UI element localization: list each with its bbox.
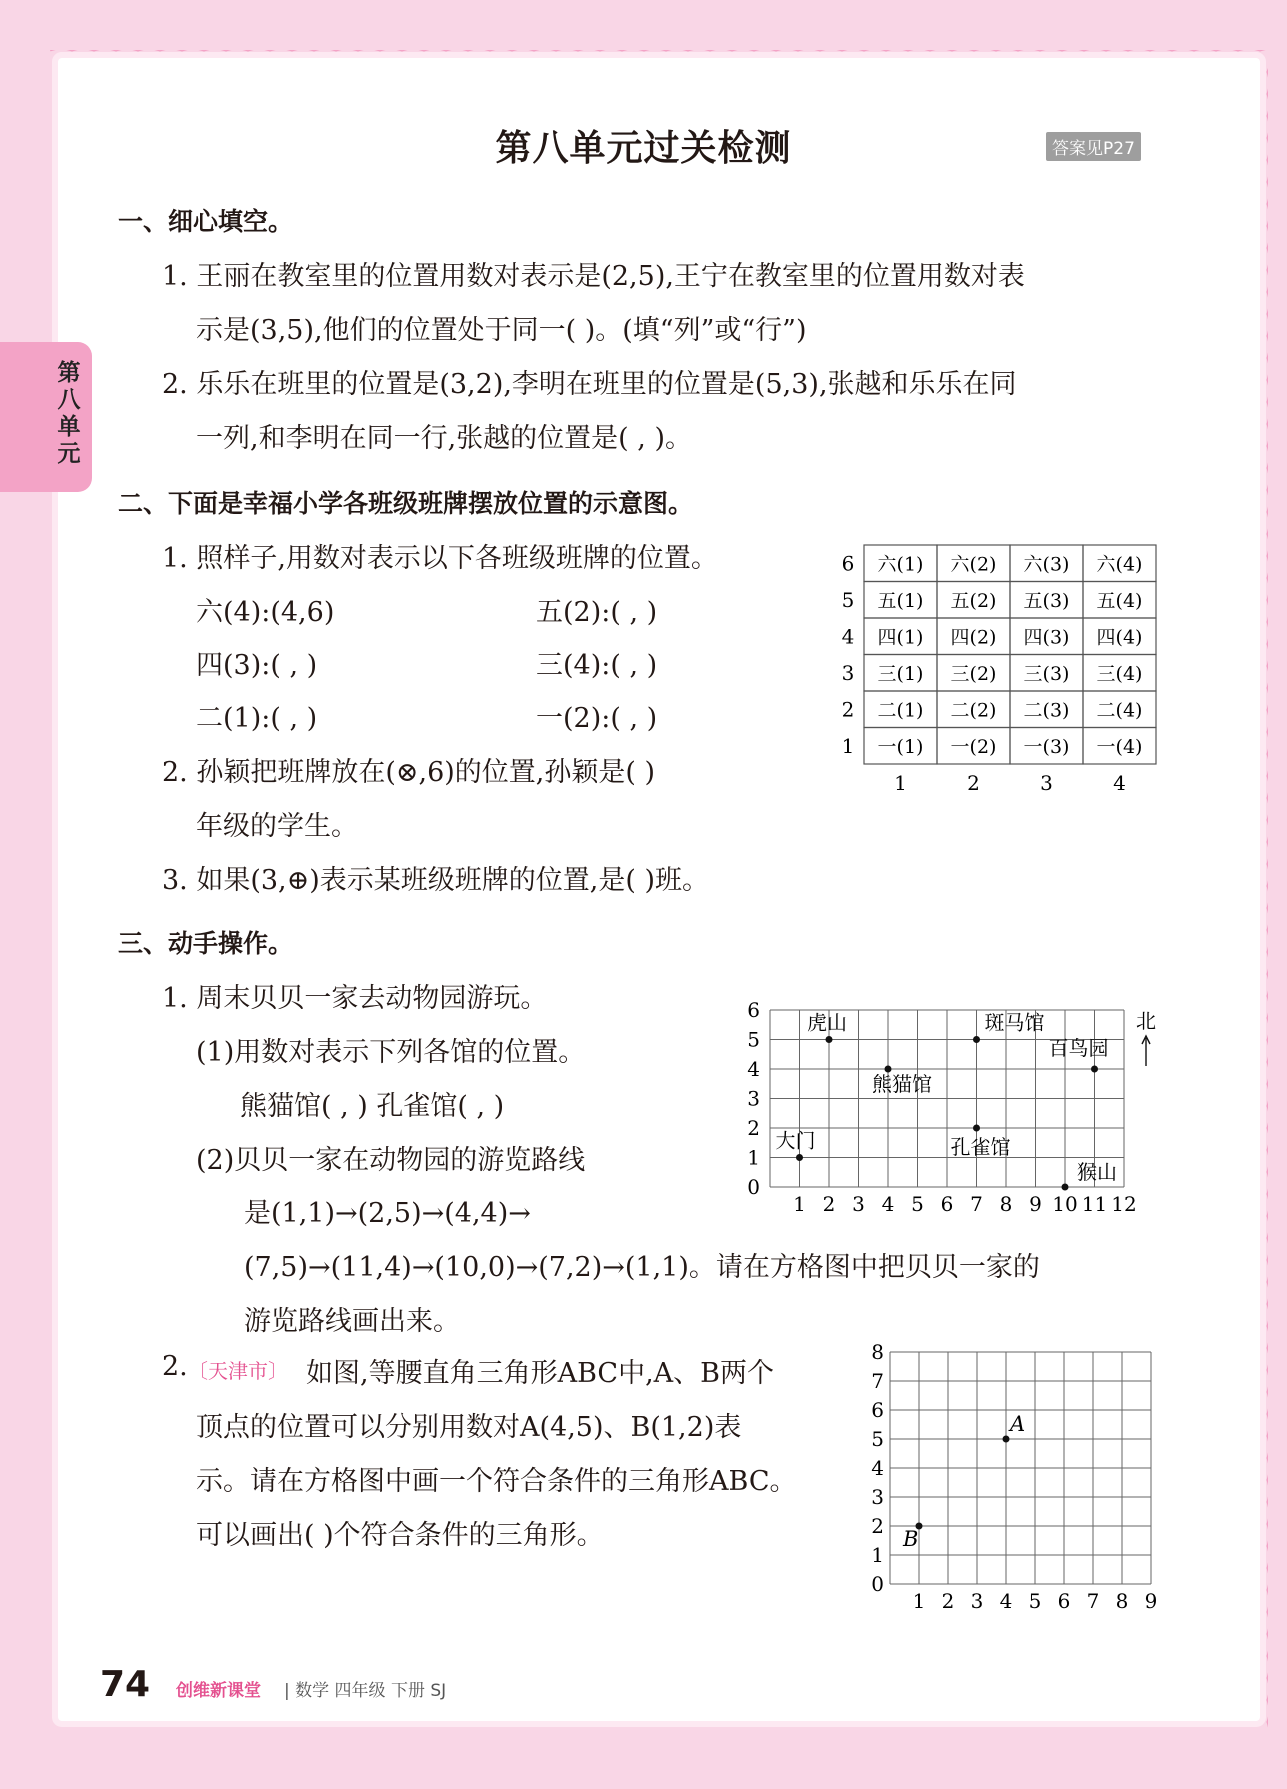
unit-side-tab [0,342,92,492]
abc-x-tick: 6 [1057,1589,1071,1613]
zoo-y-tick: 4 [747,1057,760,1081]
abc-y-tick: 1 [871,1543,884,1567]
zoo-place-label: 斑马馆 [984,1010,1045,1035]
abc-x-tick: 1 [912,1589,926,1613]
grid-cell-label: 一(3) [1023,735,1070,758]
zoo-x-tick: 11 [1081,1192,1108,1216]
zoo-place-label: 熊猫馆 [872,1072,932,1096]
zoo-x-tick: 2 [822,1192,836,1216]
zoo-place-dot [796,1154,803,1161]
s3-q2-line2: 顶点的位置可以分别用数对A(4,5)、B(1,2)表 [196,1412,742,1443]
zoo-y-tick: 5 [747,1027,760,1052]
zoo-place-label: 孔雀馆 [950,1135,1011,1159]
zoo-place-dot [826,1036,833,1043]
unit-side-tab-label: 第八单元 [57,360,81,467]
s2-q2-line2: 年级的学生。 [196,811,358,842]
grid-cell-label: 二(1) [877,699,924,722]
abc-point [1003,1436,1010,1443]
s2-item: 一(2):( , ) [536,703,658,734]
zoo-y-tick: 0 [747,1175,760,1199]
abc-x-tick: 2 [941,1589,955,1613]
s3-q1-sub1: (1)用数对表示下列各馆的位置。 [196,1037,586,1068]
abc-y-tick: 0 [871,1572,884,1596]
s2-item: 二(1):( , ) [196,703,318,734]
zoo-place-dot [973,1125,980,1132]
zoo-place-label: 虎山 [807,1010,847,1035]
grid-cell-label: 五(4) [1096,589,1143,612]
grid-row-label: 1 [841,733,855,758]
zoo-x-tick: 6 [940,1192,954,1216]
abc-y-tick: 5 [871,1427,884,1451]
zoo-x-tick: 8 [999,1192,1013,1216]
answer-reference-badge: 答案见P27 [1046,132,1141,161]
grid-cell-label: 六(2) [950,553,997,576]
grid-row-label: 6 [841,551,855,576]
s3-q2-line3: 示。请在方格图中画一个符合条件的三角形ABC。 [196,1466,797,1497]
s2-item: 三(4):( , ) [536,650,658,681]
grid-cell-label: 一(4) [1096,735,1143,758]
grid-cell-label: 二(2) [950,699,997,722]
s2-item: 四(3):( , ) [196,650,318,681]
section2-heading: 二、下面是幸福小学各班级班牌摆放位置的示意图。 [118,489,694,518]
s2-item: 六(4):(4,6) [196,597,335,628]
zoo-y-tick: 3 [747,1086,760,1111]
s3-q2-line1: 如图,等腰直角三角形ABC中,A、B两个 [306,1358,775,1389]
grid-cell-label: 六(4) [1096,553,1143,576]
grid-cell-label: 一(2) [950,735,997,758]
zoo-x-tick: 7 [970,1192,983,1216]
grid-cell-label: 六(3) [1023,553,1070,576]
zoo-x-tick: 1 [793,1192,806,1216]
abc-point-label: B [903,1527,919,1551]
grid-cell-label: 三(2) [950,662,997,685]
abc-x-tick: 5 [1028,1589,1042,1613]
abc-x-tick: 8 [1115,1589,1129,1613]
zoo-x-tick: 9 [1029,1192,1042,1216]
abc-y-tick: 6 [871,1398,884,1422]
zoo-map-grid [738,996,1158,1218]
zoo-x-tick: 10 [1052,1192,1078,1216]
abc-y-tick: 8 [871,1340,884,1364]
grid-cell-label: 二(3) [1023,699,1070,722]
s3-q1: 1. 周末贝贝一家去动物园游玩。 [162,983,548,1014]
zoo-x-tick: 12 [1111,1192,1137,1216]
grid-cell-label: 三(4) [1096,662,1143,685]
zoo-y-tick: 2 [747,1116,760,1140]
s1-q2-line2: 一列,和李明在同一行,张越的位置是( , )。 [196,423,692,454]
abc-y-tick: 7 [871,1369,884,1393]
zoo-place-label: 大门 [775,1128,816,1153]
grid-cell-label: 一(1) [877,735,924,758]
zoo-y-tick: 1 [747,1145,760,1170]
zoo-place-dot [1062,1184,1069,1191]
grid-col-label: 1 [894,771,907,795]
grid-row-label: 2 [841,697,855,722]
s1-q1-line2: 示是(3,5),他们的位置处于同一( )。(填“列”或“行”) [196,315,807,346]
grid-cell-label: 六(1) [877,553,924,576]
grid-cell-label: 三(3) [1023,662,1070,685]
s3-q1-sub2-line2: 是(1,1)→(2,5)→(4,4)→ [244,1198,531,1229]
grid-cell-label: 四(4) [1096,626,1143,649]
s2-q1: 1. 照样子,用数对表示以下各班级班牌的位置。 [162,543,718,574]
grid-cell-label: 四(3) [1023,626,1070,649]
grid-col-label: 3 [1040,771,1053,795]
s3-q2-region-tag: 〔天津市〕 [188,1359,288,1383]
zoo-place-label: 百鸟园 [1048,1036,1109,1060]
grid-cell-label: 五(2) [950,589,997,612]
grid-cell-label: 四(1) [877,626,924,649]
abc-x-tick: 9 [1144,1589,1158,1613]
zoo-place-label: 猴山 [1077,1160,1117,1184]
grid-cell-label: 五(1) [877,589,924,612]
s1-q1-line1: 1. 王丽在教室里的位置用数对表示是(2,5),王宁在教室里的位置用数对表 [162,261,1025,292]
abc-point-label: A [1010,1412,1026,1436]
s3-q1-sub2-line3: (7,5)→(11,4)→(10,0)→(7,2)→(1,1)。请在方格图中把贝贝一家的 [244,1252,1040,1283]
grid-cell-label: 二(4) [1096,699,1143,722]
class-placement-grid [836,540,1166,796]
zoo-x-tick: 3 [852,1192,865,1216]
grid-row-label: 4 [841,624,855,649]
zoo-x-tick: 4 [881,1192,895,1216]
section3-heading: 三、动手操作。 [118,929,294,958]
s1-q2-line1: 2. 乐乐在班里的位置是(3,2),李明在班里的位置是(5,3),张越和乐乐在同 [162,369,1017,400]
zoo-y-tick: 6 [747,998,760,1022]
footer-brand: 创维新课堂 [176,1681,261,1701]
abc-y-tick: 3 [871,1485,884,1509]
grid-cell-label: 四(2) [950,626,997,649]
section1-heading: 一、细心填空。 [118,207,294,236]
zoo-place-dot [973,1036,980,1043]
grid-row-label: 5 [841,587,855,612]
s3-q2-number: 2. [162,1351,188,1382]
s3-q1-sub1-answers: 熊猫馆( , ) 孔雀馆( , ) [240,1091,505,1122]
abc-y-tick: 4 [871,1456,884,1480]
abc-x-tick: 7 [1086,1589,1100,1613]
page-number: 74 [100,1664,151,1705]
abc-y-tick: 2 [871,1514,884,1538]
zoo-x-tick: 5 [911,1192,924,1216]
s3-q1-sub2-line4: 游览路线画出来。 [244,1306,460,1337]
page-title: 第八单元过关检测 [495,128,792,169]
grid-row-label: 3 [841,660,855,685]
zoo-place-dot [1091,1066,1098,1073]
abc-x-tick: 4 [999,1589,1013,1613]
s2-item: 五(2):( , ) [536,597,658,628]
footer-meta: | 数学 四年级 下册 SJ [284,1681,447,1701]
grid-cell-label: 五(3) [1023,589,1070,612]
s3-q2-line4: 可以画出( )个符合条件的三角形。 [196,1520,604,1551]
s2-q3: 3. 如果(3,⊕)表示某班级班牌的位置,是( )班。 [162,865,710,896]
grid-col-label: 2 [967,771,980,795]
abc-x-tick: 3 [970,1589,984,1613]
grid-col-label: 4 [1113,771,1126,795]
s3-q1-sub2-line1: (2)贝贝一家在动物园的游览路线 [196,1145,586,1176]
north-label: 北 [1136,1009,1156,1033]
s2-q2-line1: 2. 孙颖把班牌放在(⊗,6)的位置,孙颖是( ) [162,757,656,788]
grid-cell-label: 三(1) [877,662,924,685]
triangle-grid [866,1340,1168,1618]
